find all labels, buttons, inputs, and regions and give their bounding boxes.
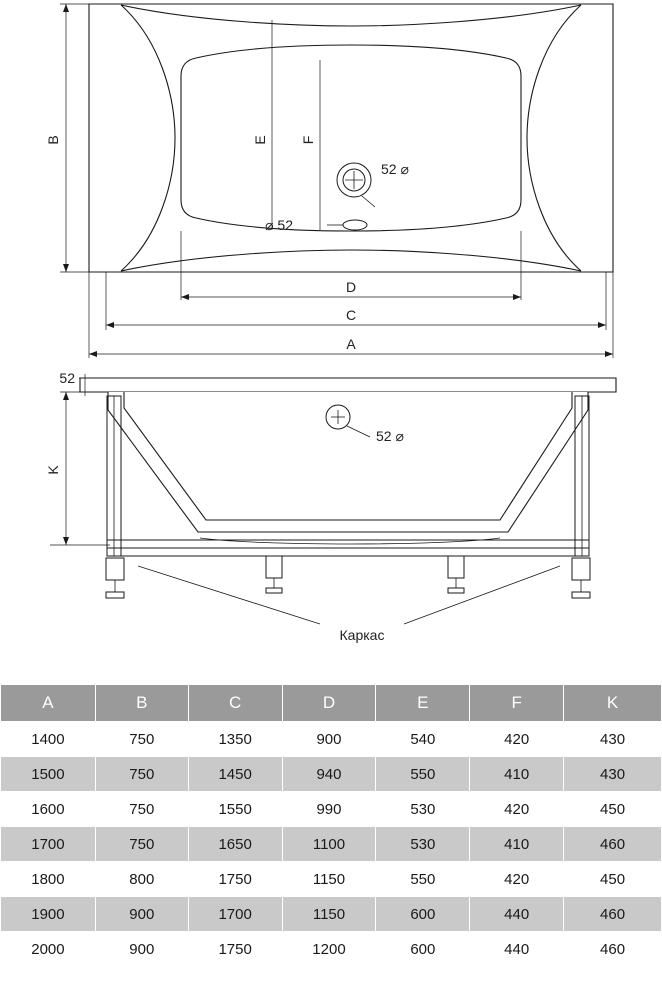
cell: 1600 — [1, 792, 96, 827]
dimension-a — [89, 336, 613, 357]
cell: 1150 — [282, 862, 376, 897]
cell: 750 — [95, 722, 188, 757]
cell: 750 — [95, 827, 188, 862]
col-header-a: A — [1, 685, 96, 722]
cell: 1200 — [282, 932, 376, 967]
cell: 1350 — [188, 722, 282, 757]
leader-right — [404, 566, 560, 624]
cell: 430 — [564, 722, 662, 757]
col-header-k: K — [564, 685, 662, 722]
cell: 750 — [95, 792, 188, 827]
col-header-f: F — [470, 685, 564, 722]
cell: 540 — [376, 722, 470, 757]
cell: 460 — [564, 897, 662, 932]
cell: 550 — [376, 757, 470, 792]
cell: 600 — [376, 897, 470, 932]
dimension-d — [181, 279, 521, 300]
frame-label: Каркас — [339, 627, 385, 643]
cell: 800 — [95, 862, 188, 897]
cell: 900 — [95, 932, 188, 967]
cell: 1750 — [188, 862, 282, 897]
cell: 1800 — [1, 862, 96, 897]
col-header-b: B — [95, 685, 188, 722]
cell: 420 — [470, 792, 564, 827]
cell: 1900 — [1, 897, 96, 932]
drain-side-label: 52 ⌀ — [376, 428, 404, 444]
dimension-b — [45, 4, 95, 272]
table-header-row — [1, 685, 662, 722]
cell: 1550 — [188, 792, 282, 827]
table-row — [1, 862, 662, 897]
cell: 940 — [282, 757, 376, 792]
label-d: D — [345, 279, 357, 295]
overflow-label: ⌀ 52 — [265, 217, 293, 233]
label-k: K — [45, 465, 61, 475]
cell: 1100 — [282, 827, 376, 862]
dimensions-table — [0, 684, 662, 967]
cell: 530 — [376, 792, 470, 827]
cell: 1450 — [188, 757, 282, 792]
col-header-e: E — [376, 685, 470, 722]
cell: 900 — [282, 722, 376, 757]
cell: 450 — [564, 862, 662, 897]
cell: 1700 — [188, 897, 282, 932]
label-b: B — [45, 135, 61, 145]
col-header-d: D — [282, 685, 376, 722]
cell: 1150 — [282, 897, 376, 932]
cell: 460 — [564, 827, 662, 862]
drain-top-right-label: 52 ⌀ — [381, 161, 409, 177]
cell: 460 — [564, 932, 662, 967]
cell: 420 — [470, 862, 564, 897]
label-c: C — [345, 307, 357, 323]
cell: 1500 — [1, 757, 96, 792]
dimension-c — [106, 307, 606, 328]
table-row — [1, 827, 662, 862]
top-view — [45, 4, 613, 358]
cell: 420 — [470, 722, 564, 757]
cell: 2000 — [1, 932, 96, 967]
cell: 410 — [470, 757, 564, 792]
table-row — [1, 897, 662, 932]
table-row — [1, 757, 662, 792]
table-row — [1, 792, 662, 827]
cell: 550 — [376, 862, 470, 897]
cell: 1750 — [188, 932, 282, 967]
cell: 530 — [376, 827, 470, 862]
cell: 450 — [564, 792, 662, 827]
leader-left — [138, 566, 320, 624]
cell: 440 — [470, 932, 564, 967]
cell: 1400 — [1, 722, 96, 757]
cell: 990 — [282, 792, 376, 827]
table-row — [1, 932, 662, 967]
label-a: A — [346, 336, 356, 352]
cell: 600 — [376, 932, 470, 967]
dimension-k — [45, 392, 110, 545]
cell: 410 — [470, 827, 564, 862]
table-row — [1, 722, 662, 757]
side-view — [45, 370, 616, 643]
cell: 1700 — [1, 827, 96, 862]
cell: 750 — [95, 757, 188, 792]
cell: 440 — [470, 897, 564, 932]
label-e: E — [252, 135, 268, 145]
label-52-side: 52 — [59, 370, 75, 386]
col-header-c: C — [188, 685, 282, 722]
cell: 1650 — [188, 827, 282, 862]
cell: 430 — [564, 757, 662, 792]
label-f: F — [300, 135, 316, 145]
cell: 900 — [95, 897, 188, 932]
